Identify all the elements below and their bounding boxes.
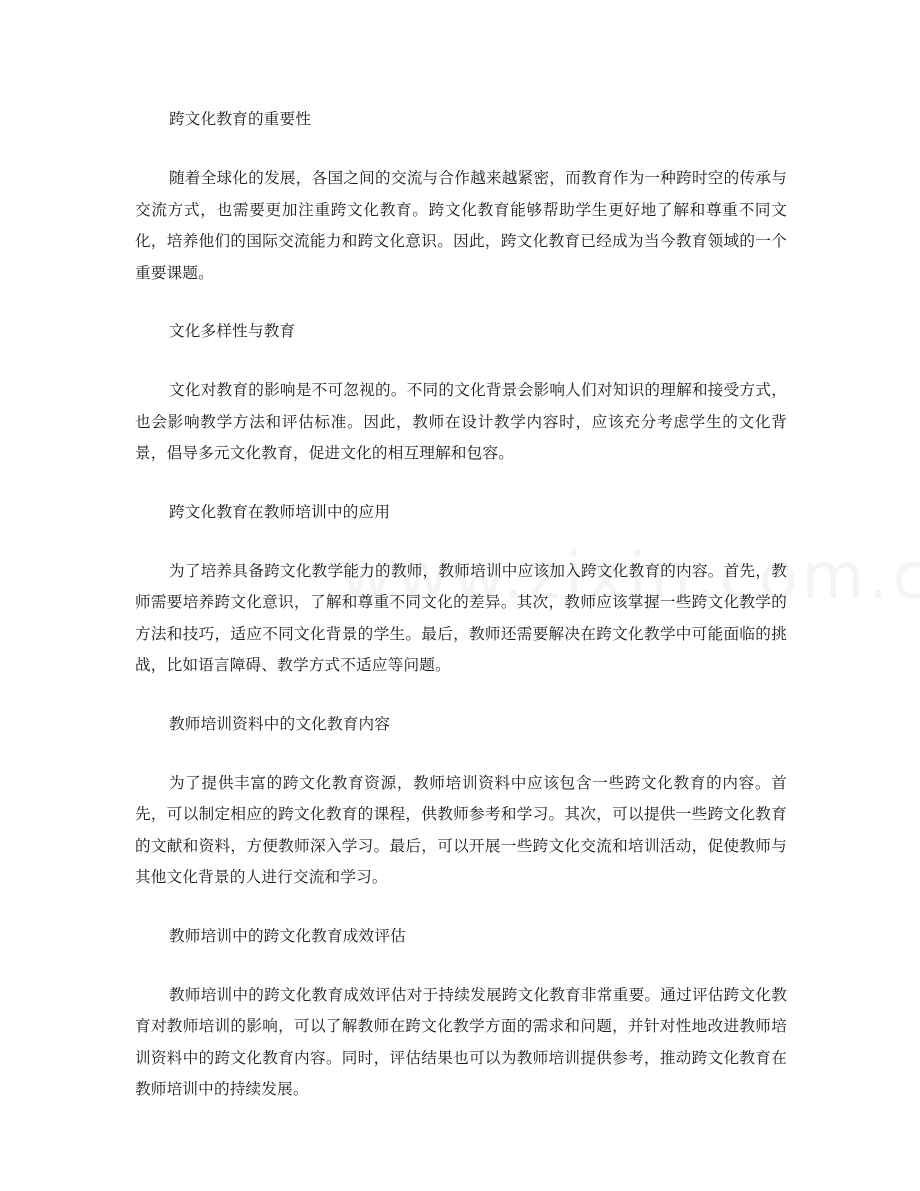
section-paragraph: 为了培养具备跨文化教学能力的教师，教师培训中应该加入跨文化教育的内容。首先，教师需要培养跨文化意识，了解和尊重不同文化的差异。其次，教师应该掌握一些跨文化教学的方法和技巧，适应不同文化背景的学生。最后，教师还需要解决在跨文化教学中可能面临的挑战，比如语言障碍、教学方式不适应等问题。 — [135, 561, 787, 674]
section-paragraph: 为了提供丰富的跨文化教育资源，教师培训资料中应该包含一些跨文化教育的内容。首先，可以制定相应的跨文化教育的课程，供教师参考和学习。其次，可以提供一些跨文化教育的文献和资料，方便教师深入学习。最后，可以开展一些跨文化交流和培训活动，促使教师与其他文化背景的人进行交流和学习。 — [135, 773, 787, 886]
section-materials — [135, 709, 787, 894]
section-importance — [135, 104, 787, 289]
section-heading: 跨文化教育的重要性 — [169, 110, 312, 128]
section-application — [135, 497, 787, 682]
section-heading: 教师培训资料中的文化教育内容 — [169, 714, 391, 733]
section-evaluation — [135, 921, 787, 1106]
section-diversity — [135, 316, 787, 470]
document-body — [135, 104, 787, 1133]
section-heading: 教师培训中的跨文化教育成效评估 — [169, 926, 406, 945]
section-paragraph: 教师培训中的跨文化教育成效评估对于持续发展跨文化教育非常重要。通过评估跨文化教育对教师培训的影响，可以了解教师在跨文化教学方面的需求和问题，并针对性地改进教师培训资料中的跨文化教育内容。同时，评估结果也可以为教师培训提供参考，推动跨文化教育在教师培训中的持续发展。 — [135, 985, 787, 1098]
section-heading: 文化多样性与教育 — [169, 322, 296, 340]
section-heading: 跨文化教育在教师培训中的应用 — [169, 502, 391, 521]
section-paragraph: 文化对教育的影响是不可忽视的。不同的文化背景会影响人们对知识的理解和接受方式，也会影响教学方法和评估标准。因此，教师在设计教学内容时，应该充分考虑学生的文化背景，倡导多元文化教育，促进文化的相互理解和包容。 — [135, 381, 787, 462]
section-paragraph: 随着全球化的发展，各国之间的交流与合作越来越紧密，而教育作为一种跨时空的传承与交流方式，也需要更加注重跨文化教育。跨文化教育能够帮助学生更好地了解和尊重不同文化，培养他们的国际交流能力和跨文化意识。因此，跨文化教育已经成为当今教育领域的一个重要课题。 — [135, 169, 787, 282]
